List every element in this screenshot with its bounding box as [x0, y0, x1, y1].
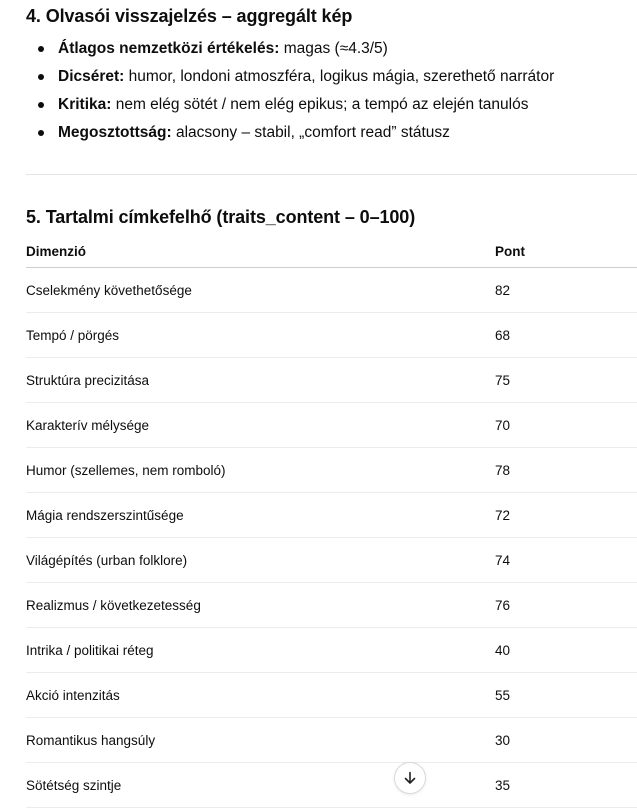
section-divider	[26, 174, 637, 175]
score-cell: 55	[495, 673, 637, 718]
score-cell: 75	[495, 358, 637, 403]
dimension-cell: Tempó / pörgés	[26, 313, 495, 358]
table-row	[26, 763, 637, 808]
dimension-cell: Cselekmény követhetősége	[26, 268, 495, 313]
table-row	[26, 673, 637, 718]
table-row	[26, 493, 637, 538]
list-item	[58, 122, 554, 150]
column-header-dimension: Dimenzió	[26, 236, 495, 268]
table-row	[26, 583, 637, 628]
dimension-cell: Intrika / politikai réteg	[26, 628, 495, 673]
table-row	[26, 448, 637, 493]
list-item	[58, 66, 554, 94]
table-row	[26, 358, 637, 403]
score-cell: 76	[495, 583, 637, 628]
score-cell: 40	[495, 628, 637, 673]
table-row	[26, 313, 637, 358]
table-row	[26, 268, 637, 313]
list-item	[58, 38, 554, 66]
score-cell: 72	[495, 493, 637, 538]
arrow-down-icon	[402, 770, 418, 786]
dimension-cell: Realizmus / következetesség	[26, 583, 495, 628]
dimension-cell: Akció intenzitás	[26, 673, 495, 718]
dimension-cell: Karakterív mélysége	[26, 403, 495, 448]
table-row	[26, 403, 637, 448]
score-cell: 30	[495, 718, 637, 763]
dimension-cell: Romantikus hangsúly	[26, 718, 495, 763]
column-header-score: Pont	[495, 236, 637, 268]
score-cell: 68	[495, 313, 637, 358]
bullet-label: Megosztottság:	[58, 124, 172, 141]
bullet-text: alacsony – stabil, „comfort read” státusz	[171, 124, 450, 141]
dimension-cell: Sötétség szintje	[26, 763, 495, 808]
bullet-text: humor, londoni atmoszféra, logikus mágia, szerethető narrátor	[124, 68, 555, 85]
section-5-heading: 5. Tartalmi címkefelhő (traits_content – 0–100)	[26, 207, 416, 227]
scroll-to-bottom-button[interactable]	[394, 762, 426, 794]
table-row	[26, 628, 637, 673]
table-row	[26, 538, 637, 583]
list-item	[58, 94, 554, 122]
score-cell: 82	[495, 268, 637, 313]
score-cell: 74	[495, 538, 637, 583]
section-4-heading: 4. Olvasói visszajelzés – aggregált kép	[26, 6, 353, 26]
dimension-cell: Világépítés (urban folklore)	[26, 538, 495, 583]
table-row	[26, 718, 637, 763]
dimension-cell: Mágia rendszerszintűsége	[26, 493, 495, 538]
bullet-label: Kritika:	[58, 96, 112, 113]
bullet-label: Dicséret:	[58, 68, 125, 85]
bullet-text: magas (≈4.3/5)	[279, 40, 388, 57]
traits-table	[26, 236, 637, 808]
score-cell: 78	[495, 448, 637, 493]
score-cell: 35	[495, 763, 637, 808]
bullet-label: Átlagos nemzetközi értékelés:	[58, 40, 280, 57]
table-header-row	[26, 236, 637, 268]
feedback-list	[26, 38, 554, 150]
bullet-text: nem elég sötét / nem elég epikus; a tempó az elején tanulós	[111, 96, 529, 113]
dimension-cell: Humor (szellemes, nem romboló)	[26, 448, 495, 493]
dimension-cell: Struktúra precizitása	[26, 358, 495, 403]
score-cell: 70	[495, 403, 637, 448]
